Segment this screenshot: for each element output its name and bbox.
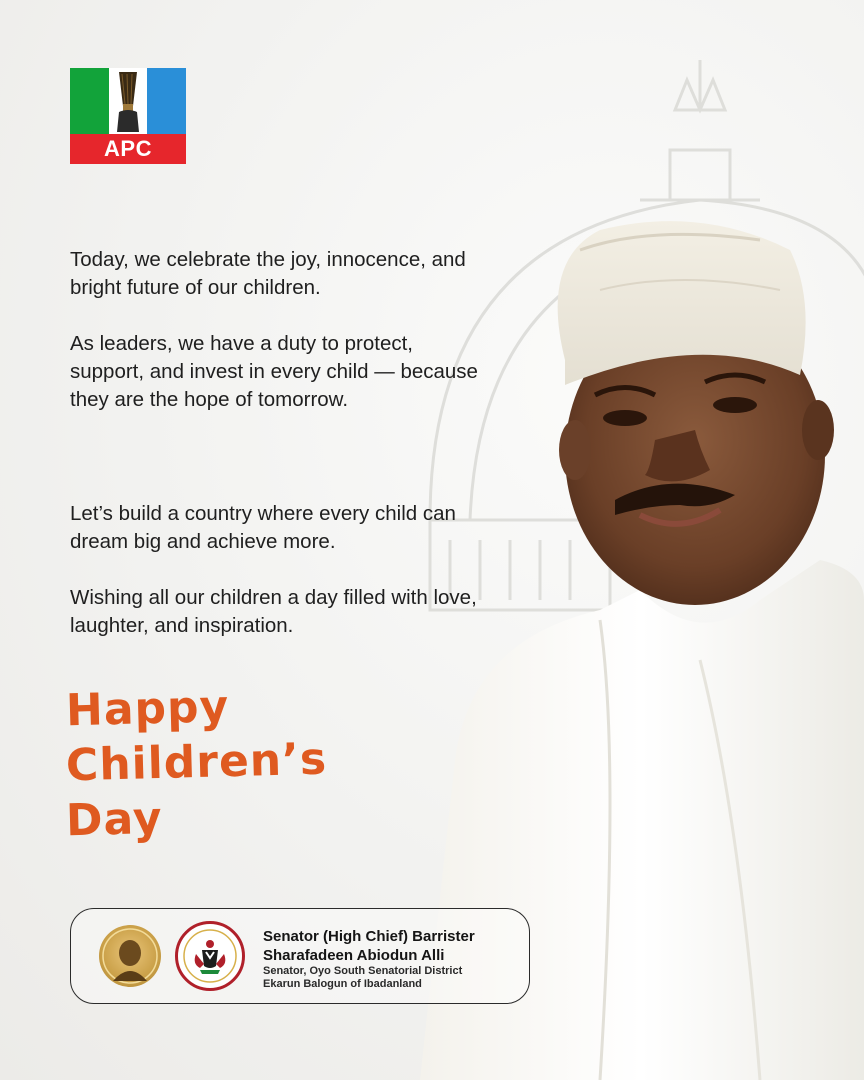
apc-wordmark: APC [70, 134, 186, 164]
greeting-line-1: Happy [65, 681, 230, 737]
apc-flag [70, 68, 186, 134]
flag-blue-stripe [147, 68, 186, 134]
senator-chieftaincy-title: Ekarun Balogun of Ibadanland [263, 978, 422, 990]
coat-of-arms-icon [178, 924, 242, 988]
senator-title: Senator (High Chief) Barrister [263, 928, 475, 945]
message-paragraph-1: Today, we celebrate the joy, innocence, and bright future of our children. [70, 248, 466, 299]
signature-text [263, 927, 523, 991]
greeting-line-3: Day [65, 792, 164, 847]
message-paragraph-3: Let’s build a country where every child can dream big and achieve more. [70, 502, 456, 553]
senator-name: Sharafadeen Abiodun Alli [263, 947, 445, 964]
senator-district: Senator, Oyo South Senatorial District [263, 965, 463, 977]
flag-white-stripe [109, 68, 148, 134]
nigerian-senate-seal [175, 921, 245, 991]
greeting-line-2: Children’s [65, 733, 328, 792]
broom-icon [113, 70, 143, 132]
emblem-portrait-icon [99, 925, 161, 987]
message-paragraph-4: Wishing all our children a day filled with love, laughter, and inspiration. [70, 586, 477, 637]
signature-card [70, 908, 530, 1004]
flag-green-stripe [70, 68, 109, 134]
apc-party-logo [70, 68, 186, 164]
message-paragraph-2: As leaders, we have a duty to protect, support, and invest in every child — because they are the hope of tomorrow. [70, 332, 478, 411]
personal-emblem-seal [99, 925, 161, 987]
happy-childrens-day-heading [66, 680, 327, 845]
